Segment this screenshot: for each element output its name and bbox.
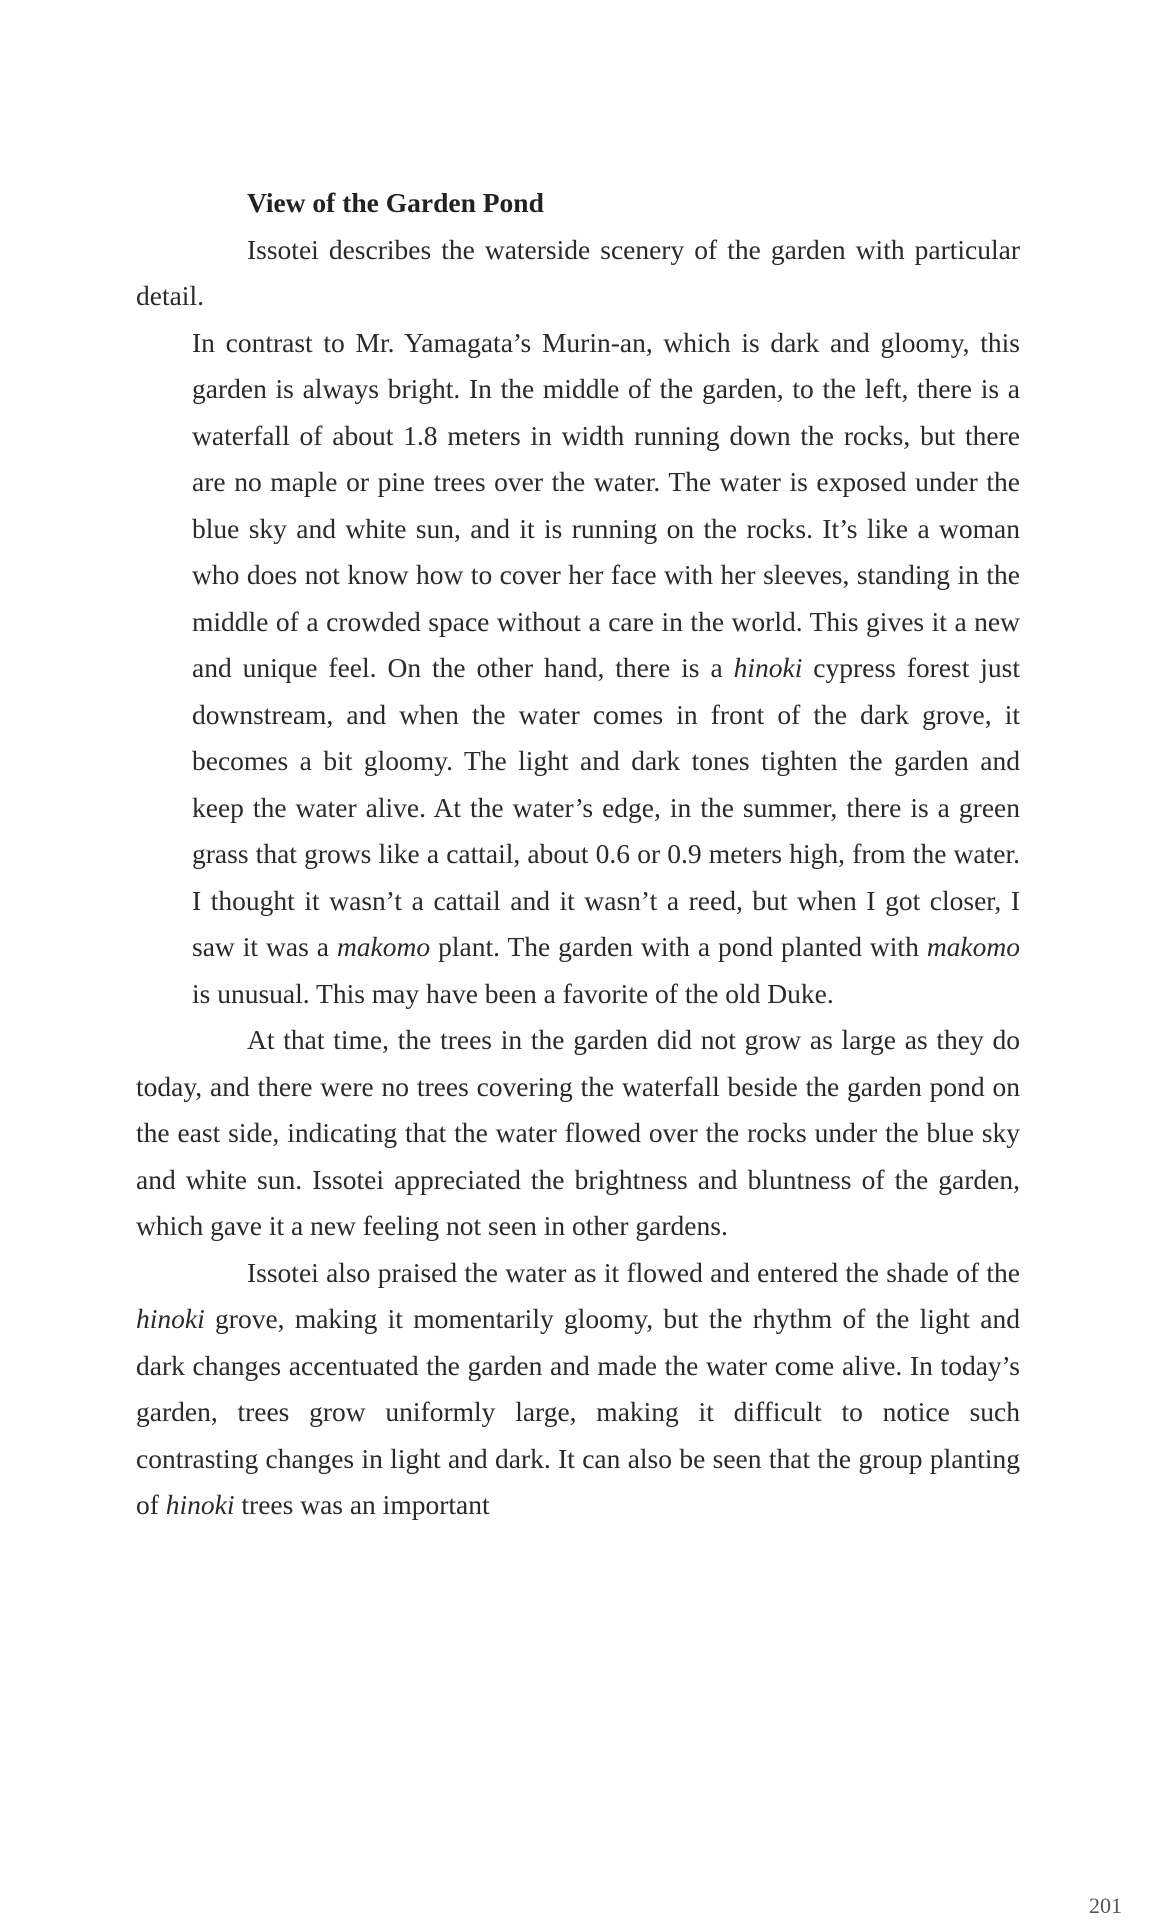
text-column: [136, 180, 1020, 1529]
paragraph-text: Issotei also praised the water as it flowed and entered the shade of the: [247, 1256, 1020, 1288]
italic-term: makomo: [926, 931, 1020, 962]
block-quote: [136, 320, 1020, 1018]
italic-term: hinoki: [136, 1303, 205, 1334]
page-number: 201: [1089, 1893, 1122, 1918]
body-paragraph: At that time, the trees in the garden did not grow as large as they do today, and there were no trees covering the waterfall beside the garden pond on the east side, indicating that the water flowed over the rocks under the blue sky and white sun. Issotei appreciated the brightness and bluntness of the garden, which gave it a new feeling not seen in other gardens.: [136, 1024, 1020, 1241]
quote-text: In contrast to Mr. Yamagata’s Murin-an, which is dark and gloomy, this garden is always bright. In the middle of the garden, to the left, there is a waterfall of about 1.8 meters in width running down the rocks, but there are no maple or pine trees over the water. The water is exposed under the blue sky and white sun, and it is running on the rocks. It’s like a woman who does not know how to cover her face with her sleeves, standing in the middle of a crowded space without a care in the world. This gives it a new and unique feel. On the other hand, there is a: [192, 326, 1020, 683]
italic-term: makomo: [336, 931, 431, 962]
quote-text: cypress forest just downstream, and when the water comes in front of the dark grove, it becomes a bit gloomy. The light and dark tones tighten the garden and keep the water alive. At the water’s edge, in the summer, there is a green grass that grows like a cattail, about 0.6 or 0.9 meters high, from the water. I thought it wasn’t a cattail and it wasn’t a reed, but when I got closer, I saw it was a: [192, 652, 1021, 962]
paragraph-text: grove, making it momentarily gloomy, but the rhythm of the light and dark changes accentuated the garden and made the water come alive. In today’s garden, trees grow uniformly large, making it difficult to notice such contrasting changes in light and dark. It can also be seen that the group planting of: [136, 1303, 1020, 1520]
quote-text: is unusual. This may have been a favorite of the old Duke.: [192, 977, 834, 1009]
intro-paragraph: Issotei describes the waterside scenery of the garden with particular detail.: [136, 233, 1020, 311]
paragraph-text: trees was an important: [234, 1489, 490, 1520]
section-title: View of the Garden Pond: [247, 187, 544, 218]
body-paragraph: [136, 1250, 1020, 1529]
quote-text: plant. The garden with a pond planted with: [430, 931, 927, 962]
italic-term: hinoki: [733, 652, 803, 683]
italic-term: hinoki: [165, 1489, 235, 1520]
